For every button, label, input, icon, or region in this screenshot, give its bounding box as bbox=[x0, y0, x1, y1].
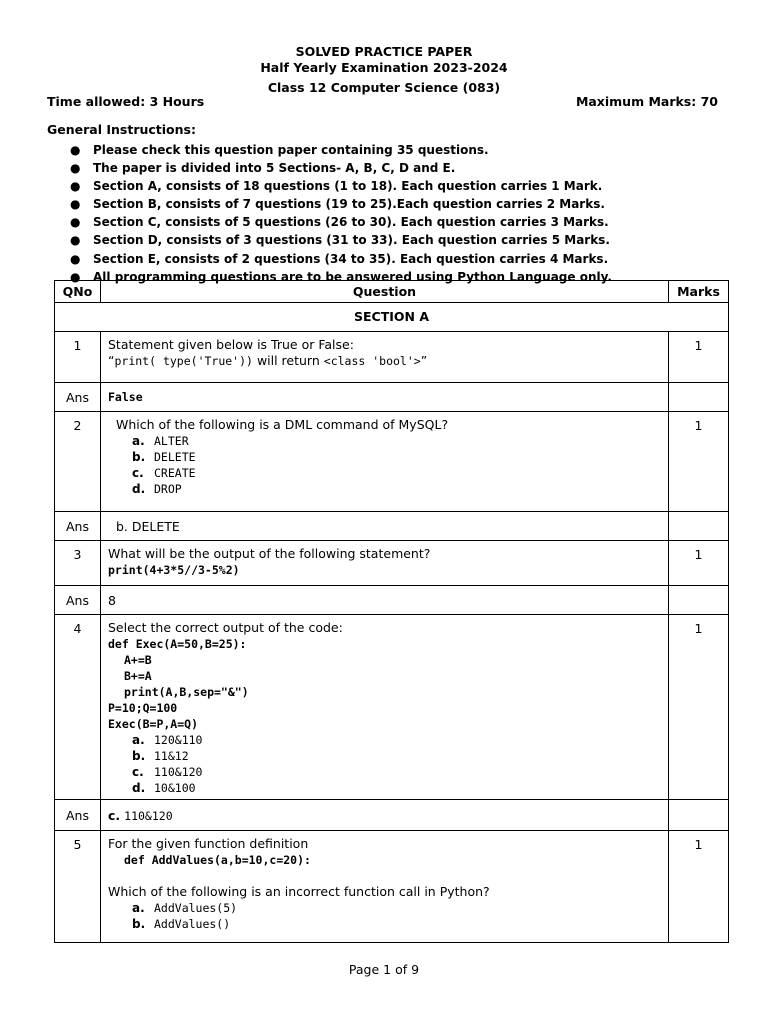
option-item: d. DROP bbox=[132, 482, 182, 496]
bullet-icon: ● bbox=[70, 233, 81, 248]
question-marks: 1 bbox=[669, 412, 729, 512]
instruction-item: ● Section E, consists of 2 questions (34 to 35). Each question carries 4 Marks. bbox=[70, 251, 609, 266]
code-line: def AddValues(a,b=10,c=20): bbox=[124, 853, 311, 867]
question-row bbox=[55, 615, 729, 800]
instruction-item: ● Section B, consists of 7 questions (19 to 25).Each question carries 2 Marks. bbox=[70, 197, 605, 212]
header-qno: QNo bbox=[55, 281, 101, 303]
section-row bbox=[55, 303, 729, 332]
code-line: Exec(B=P,A=Q) bbox=[108, 717, 199, 731]
bullet-icon: ● bbox=[70, 179, 81, 194]
question-text: Statement given below is True or False: “print( type('True')) will return <class 'bool'>” bbox=[101, 332, 669, 383]
question-text: For the given function definition def AddValues(a,b=10,c=20): Which of the following is an incorrect function call in Python? a. AddValues(5) b. AddValues() bbox=[101, 831, 669, 943]
answer-label: Ans bbox=[55, 586, 101, 615]
answer-value: c. 110&120 bbox=[101, 800, 669, 831]
option-item: a. AddValues(5) bbox=[132, 901, 238, 915]
option-item: d. 10&100 bbox=[132, 781, 196, 795]
code-line: print(A,B,sep="&") bbox=[124, 685, 249, 699]
option-item: c. CREATE bbox=[132, 466, 196, 480]
answer-row bbox=[55, 800, 729, 831]
instruction-item: ● Section D, consists of 3 questions (31 to 33). Each question carries 5 Marks. bbox=[70, 233, 610, 248]
instruction-item: ● Section A, consists of 18 questions (1 to 18). Each question carries 1 Mark. bbox=[70, 179, 603, 194]
bullet-icon: ● bbox=[70, 197, 81, 212]
page-number: Page 1 of 9 bbox=[348, 962, 420, 977]
option-item: b. 11&12 bbox=[132, 749, 189, 763]
question-marks: 1 bbox=[669, 615, 729, 800]
question-number: 4 bbox=[55, 615, 101, 800]
question-number: 1 bbox=[55, 332, 101, 383]
paper-title: SOLVED PRACTICE PAPER bbox=[295, 44, 473, 59]
option-item: b. DELETE bbox=[132, 450, 196, 464]
header-question: Question bbox=[101, 281, 669, 303]
instructions-title: General Instructions: bbox=[47, 122, 196, 137]
code-line: A+=B bbox=[124, 653, 152, 667]
question-row bbox=[55, 541, 729, 586]
answer-row bbox=[55, 586, 729, 615]
question-number: 3 bbox=[55, 541, 101, 586]
instruction-item: ● Section C, consists of 5 questions (26 to 30). Each question carries 3 Marks. bbox=[70, 215, 609, 230]
option-item: a. ALTER bbox=[132, 434, 189, 448]
question-row bbox=[55, 332, 729, 383]
question-row bbox=[55, 412, 729, 512]
question-table bbox=[54, 280, 729, 943]
question-text: Select the correct output of the code: def Exec(A=50,B=25): A+=B B+=A print(A,B,sep="&") P=10;Q=100 Exec(B=P,A=Q) a. 120&110 b. 11&12 c. 110&120 d. 10&100 bbox=[101, 615, 669, 800]
answer-value: b. DELETE bbox=[101, 512, 669, 541]
question-text: What will be the output of the following statement? print(4+3*5//3-5%2) bbox=[101, 541, 669, 586]
bullet-icon: ● bbox=[70, 269, 81, 284]
instruction-item: ● All programming questions are to be answered using Python Language only. bbox=[70, 269, 612, 284]
time-allowed: Time allowed: 3 Hours bbox=[47, 94, 205, 109]
class-subject: Class 12 Computer Science (083) bbox=[267, 80, 501, 95]
instruction-item: ● The paper is divided into 5 Sections- A, B, C, D and E. bbox=[70, 161, 456, 176]
code-line: P=10;Q=100 bbox=[108, 701, 178, 715]
question-marks: 1 bbox=[669, 831, 729, 943]
bullet-icon: ● bbox=[70, 161, 81, 176]
bullet-icon: ● bbox=[70, 143, 81, 157]
question-text: Which of the following is a DML command of MySQL? a. ALTER b. DELETE c. CREATE d. DROP bbox=[101, 412, 669, 512]
question-marks: 1 bbox=[669, 332, 729, 383]
answer-label: Ans bbox=[55, 512, 101, 541]
question-row bbox=[55, 831, 729, 943]
option-item: b. AddValues() bbox=[132, 917, 231, 931]
instruction-item: ● Please check this question paper containing 35 questions. bbox=[70, 143, 489, 157]
exam-title: Half Yearly Examination 2023-2024 bbox=[260, 60, 508, 75]
code-line: B+=A bbox=[124, 669, 152, 683]
bullet-icon: ● bbox=[70, 251, 81, 266]
option-item: c. 110&120 bbox=[132, 765, 203, 779]
table-header-row bbox=[55, 281, 729, 303]
section-a-title: SECTION A bbox=[55, 303, 729, 332]
answer-label: Ans bbox=[55, 800, 101, 831]
question-number: 2 bbox=[55, 412, 101, 512]
question-number: 5 bbox=[55, 831, 101, 943]
option-item: a. 120&110 bbox=[132, 733, 203, 747]
code-line: def Exec(A=50,B=25): bbox=[108, 637, 247, 651]
instructions-list bbox=[70, 141, 612, 286]
answer-label: Ans bbox=[55, 383, 101, 412]
answer-row bbox=[55, 512, 729, 541]
bullet-icon: ● bbox=[70, 215, 81, 230]
maximum-marks: Maximum Marks: 70 bbox=[575, 94, 718, 109]
header-marks: Marks bbox=[669, 281, 729, 303]
answer-value: False bbox=[101, 383, 669, 412]
answer-row bbox=[55, 383, 729, 412]
question-marks: 1 bbox=[669, 541, 729, 586]
answer-value: 8 bbox=[101, 586, 669, 615]
